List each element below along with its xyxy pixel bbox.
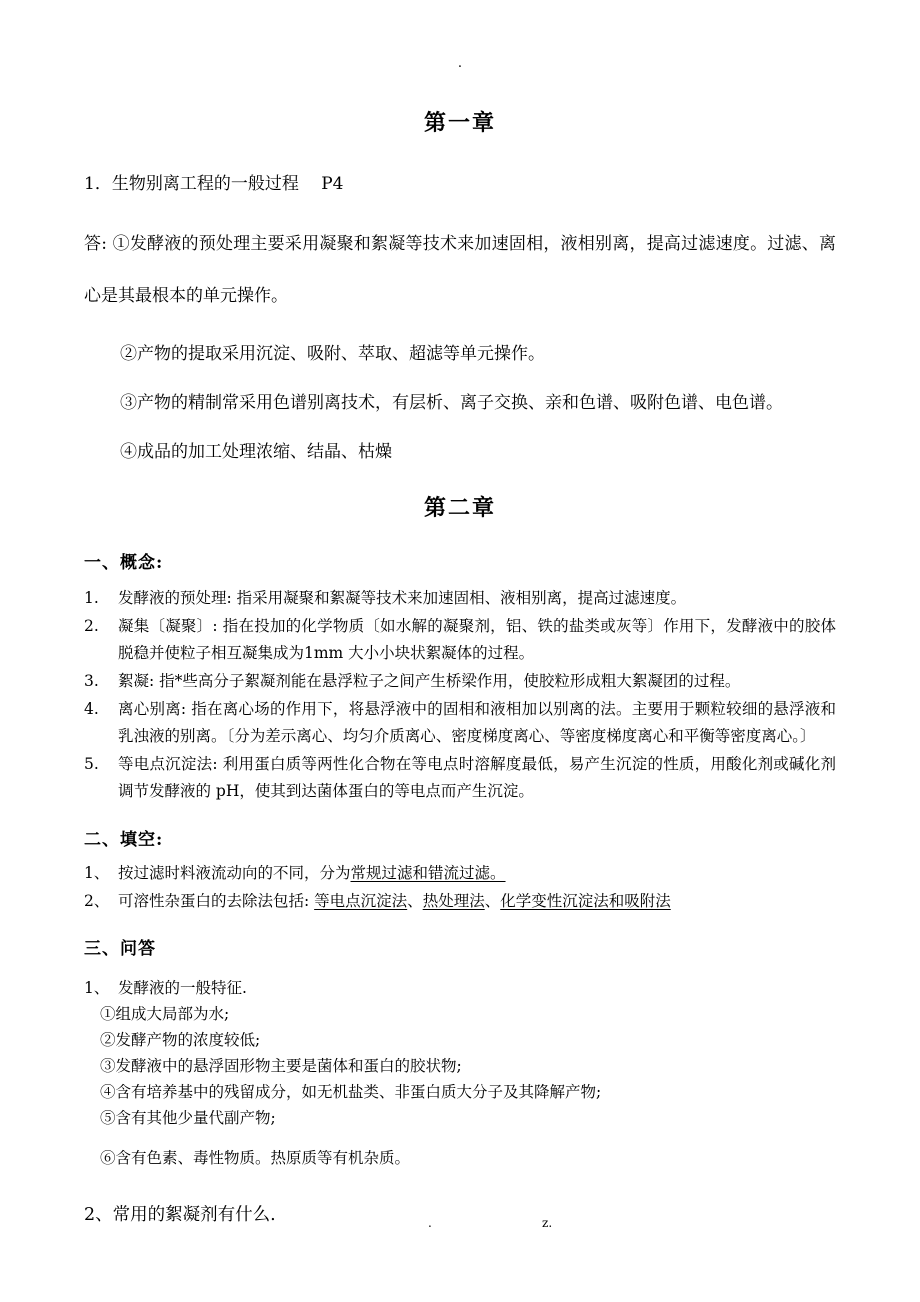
fill-item-text: [118, 888, 671, 914]
concept-item-number: 5.: [84, 755, 99, 773]
feature-line-5: ⑤含有其他少量代副产物;: [100, 1109, 276, 1127]
concept-item-text: 凝集〔凝聚〕: 指在投加的化学物质〔如水解的凝聚剂，铝、铁的盐类或灰等〕作用下，发酵液中的胶体脱稳并使粒子相互凝集成为1mm 大小小块状絮凝体的过程。: [118, 617, 836, 662]
concept-item-number: 4.: [84, 700, 99, 718]
concept-item-text: 发酵液的预处理: 指采用凝聚和絮凝等技术来加速固相、液相别离，提高过滤速度。: [118, 589, 687, 607]
fill-item-1: [84, 860, 836, 886]
feature-list: [84, 1001, 836, 1171]
chapter1-answer: 答: ①发酵液的预处理主要采用凝聚和絮凝等技术来加速固相，液相别离，提高过滤速度。过滤、离心是其最根本的单元操作。: [84, 234, 836, 306]
concept-item-3: [84, 668, 836, 695]
fill-item-underlined-answer: 热处理法: [422, 892, 485, 910]
chapter1-question: 1．生物别离工程的一般过程 P4: [84, 174, 344, 194]
fill-item-underlined-answer: 常规过滤和错流过滤。: [350, 864, 506, 882]
concept-item-text: 等电点沉淀法: 利用蛋白质等两性化合物在等电点时溶解度最低，易产生沉淀的性质，用酸化剂或碱化剂调节发酵液的 pH，使其到达菌体蛋白的等电点而产生沉淀。: [118, 755, 836, 800]
qa-heading: 三、问答: [84, 939, 156, 959]
fill-item-separator: 、: [407, 892, 423, 910]
concept-item-text: 离心别离: 指在离心场的作用下，将悬浮液中的固相和液相加以别离的法。主要用于颗粒较细的悬浮液和乳浊液的别离。〔分为差示离心、均匀介质离心、密度梯度离心、等密度梯度离心和平衡等密度离心。〕: [118, 700, 836, 745]
fill-item-number: 2、: [84, 892, 110, 910]
feature-line-2: ②发酵产物的浓度较低;: [100, 1031, 261, 1049]
fill-item-underlined-answer: 化学变性沉淀法和吸附法: [500, 892, 671, 910]
fill-item-underlined-answer: 等电点沉淀法: [314, 892, 408, 910]
fill-heading: 二、填空:: [84, 830, 164, 850]
concept-item-2: [84, 613, 836, 667]
concept-list: [84, 585, 836, 805]
feature-line-6: ⑥含有色素、毒性物质。热原质等有机杂质。: [100, 1149, 411, 1167]
concept-item-number: 2.: [84, 617, 99, 635]
qa-question-1: [84, 975, 836, 1001]
chapter1-point-3: ③产物的精制常采用色谱别离技术，有层析、离子交换、亲和色谱、吸附色谱、电色谱。: [120, 393, 783, 413]
concepts-heading: 一、概念:: [84, 553, 164, 573]
chapter2-title: 第二章: [423, 495, 496, 521]
concept-item-text: 絮凝: 指*些高分子絮凝剂能在悬浮粒子之间产生桥梁作用，使胶粒形成粗大絮凝团的过程。: [118, 672, 741, 690]
fill-item-pre-text: 按过滤时料液流动向的不同，分为: [118, 864, 351, 882]
fill-item-pre-text: 可溶性杂蛋白的去除法包括:: [118, 892, 315, 910]
concept-item-number: 3.: [84, 672, 99, 690]
qa-question-text: 发酵液的一般特征.: [118, 979, 247, 997]
chapter1-point-2: ②产物的提取采用沉淀、吸附、萃取、超滤等单元操作。: [120, 344, 545, 364]
fill-item-number: 1、: [84, 864, 110, 882]
fill-item-text: [118, 860, 506, 886]
footer-right-mark: z.: [542, 1216, 553, 1230]
qa-question-2: 2、常用的絮凝剂有什么.: [84, 1205, 276, 1225]
feature-line-3: ③发酵液中的悬浮固形物主要是菌体和蛋白的胶状物;: [100, 1057, 462, 1075]
concept-item-5: [84, 751, 836, 805]
concept-item-4: [84, 696, 836, 750]
fill-item-2: [84, 888, 836, 914]
fill-list: [84, 860, 836, 914]
footer-left-mark: .: [428, 1216, 432, 1230]
chapter1-point-4: ④成品的加工处理浓缩、结晶、枯燥: [120, 442, 392, 462]
feature-line-1: ①组成大局部为水;: [100, 1005, 230, 1023]
qa-question-number: 1、: [84, 979, 110, 997]
concept-item-number: 1.: [84, 589, 99, 607]
concept-item-1: [84, 585, 836, 612]
chapter1-title: 第一章: [423, 110, 496, 136]
header-mark: .: [457, 56, 463, 71]
feature-line-4: ④含有培养基中的残留成分，如无机盐类、非蛋白质大分子及其降解产物;: [100, 1083, 602, 1101]
fill-item-separator: 、: [484, 892, 501, 910]
